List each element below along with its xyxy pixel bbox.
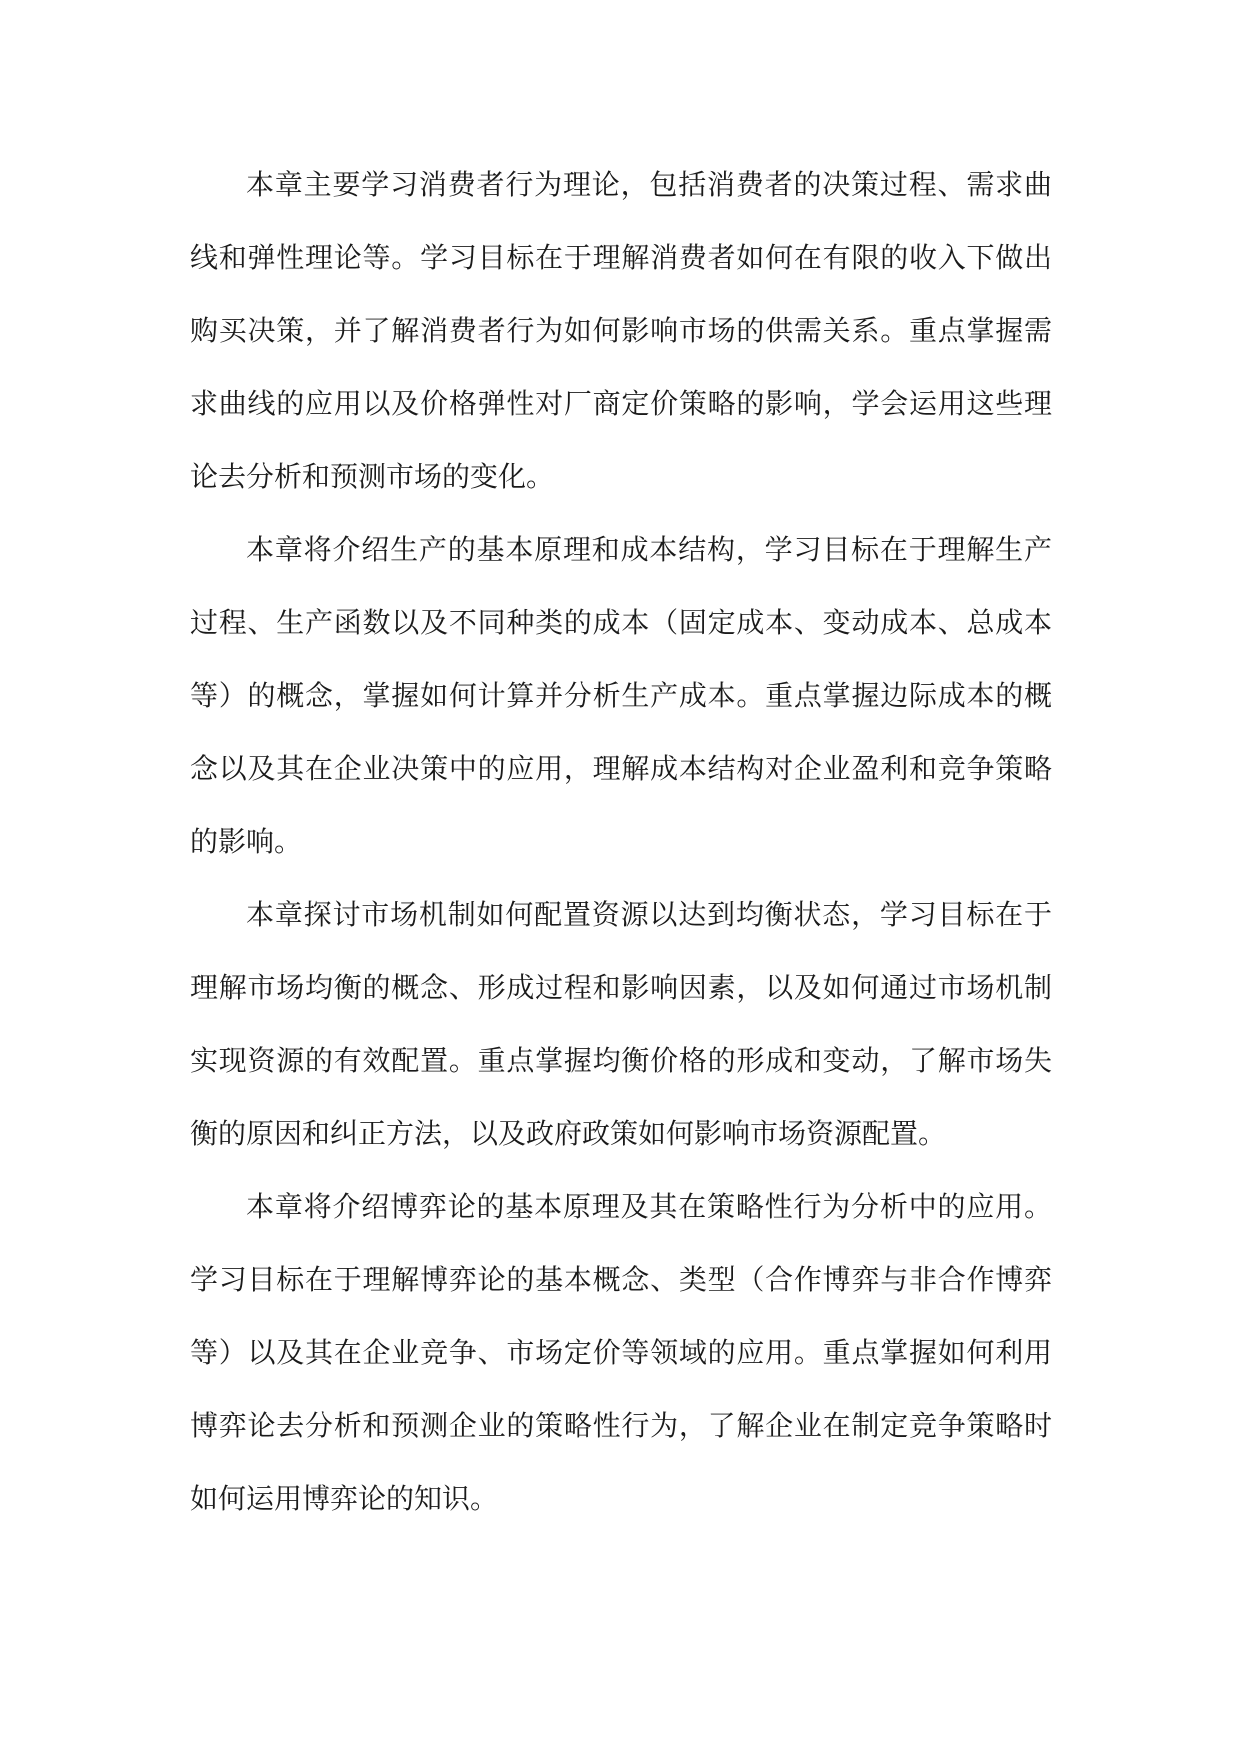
paragraph-production-cost: 本章将介绍生产的基本原理和成本结构，学习目标在于理解生产过程、生产函数以及不同种类的成本（固定成本、变动成本、总成本等）的概念，掌握如何计算并分析生产成本。重点掌握边际成本的概念以及其在企业决策中的应用，理解成本结构对企业盈利和竞争策略的影响。 — [190, 533, 1052, 858]
paragraph-consumer-behavior: 本章主要学习消费者行为理论，包括消费者的决策过程、需求曲线和弹性理论等。学习目标在于理解消费者如何在有限的收入下做出购买决策，并了解消费者行为如何影响市场的供需关系。重点掌握需求曲线的应用以及价格弹性对厂商定价策略的影响，学会运用这些理论去分析和预测市场的变化。 — [190, 168, 1052, 493]
paragraph-game-theory: 本章将介绍博弈论的基本原理及其在策略性行为分析中的应用。学习目标在于理解博弈论的基本概念、类型（合作博弈与非合作博弈等）以及其在企业竞争、市场定价等领域的应用。重点掌握如何利用博弈论去分析和预测企业的策略性行为，了解企业在制定竞争策略时如何运用博弈论的知识。 — [190, 1190, 1052, 1515]
document-body — [190, 148, 1052, 1535]
paragraph-market-equilibrium: 本章探讨市场机制如何配置资源以达到均衡状态，学习目标在于理解市场均衡的概念、形成过程和影响因素，以及如何通过市场机制实现资源的有效配置。重点掌握均衡价格的形成和变动，了解市场失衡的原因和纠正方法，以及政府政策如何影响市场资源配置。 — [190, 898, 1052, 1150]
